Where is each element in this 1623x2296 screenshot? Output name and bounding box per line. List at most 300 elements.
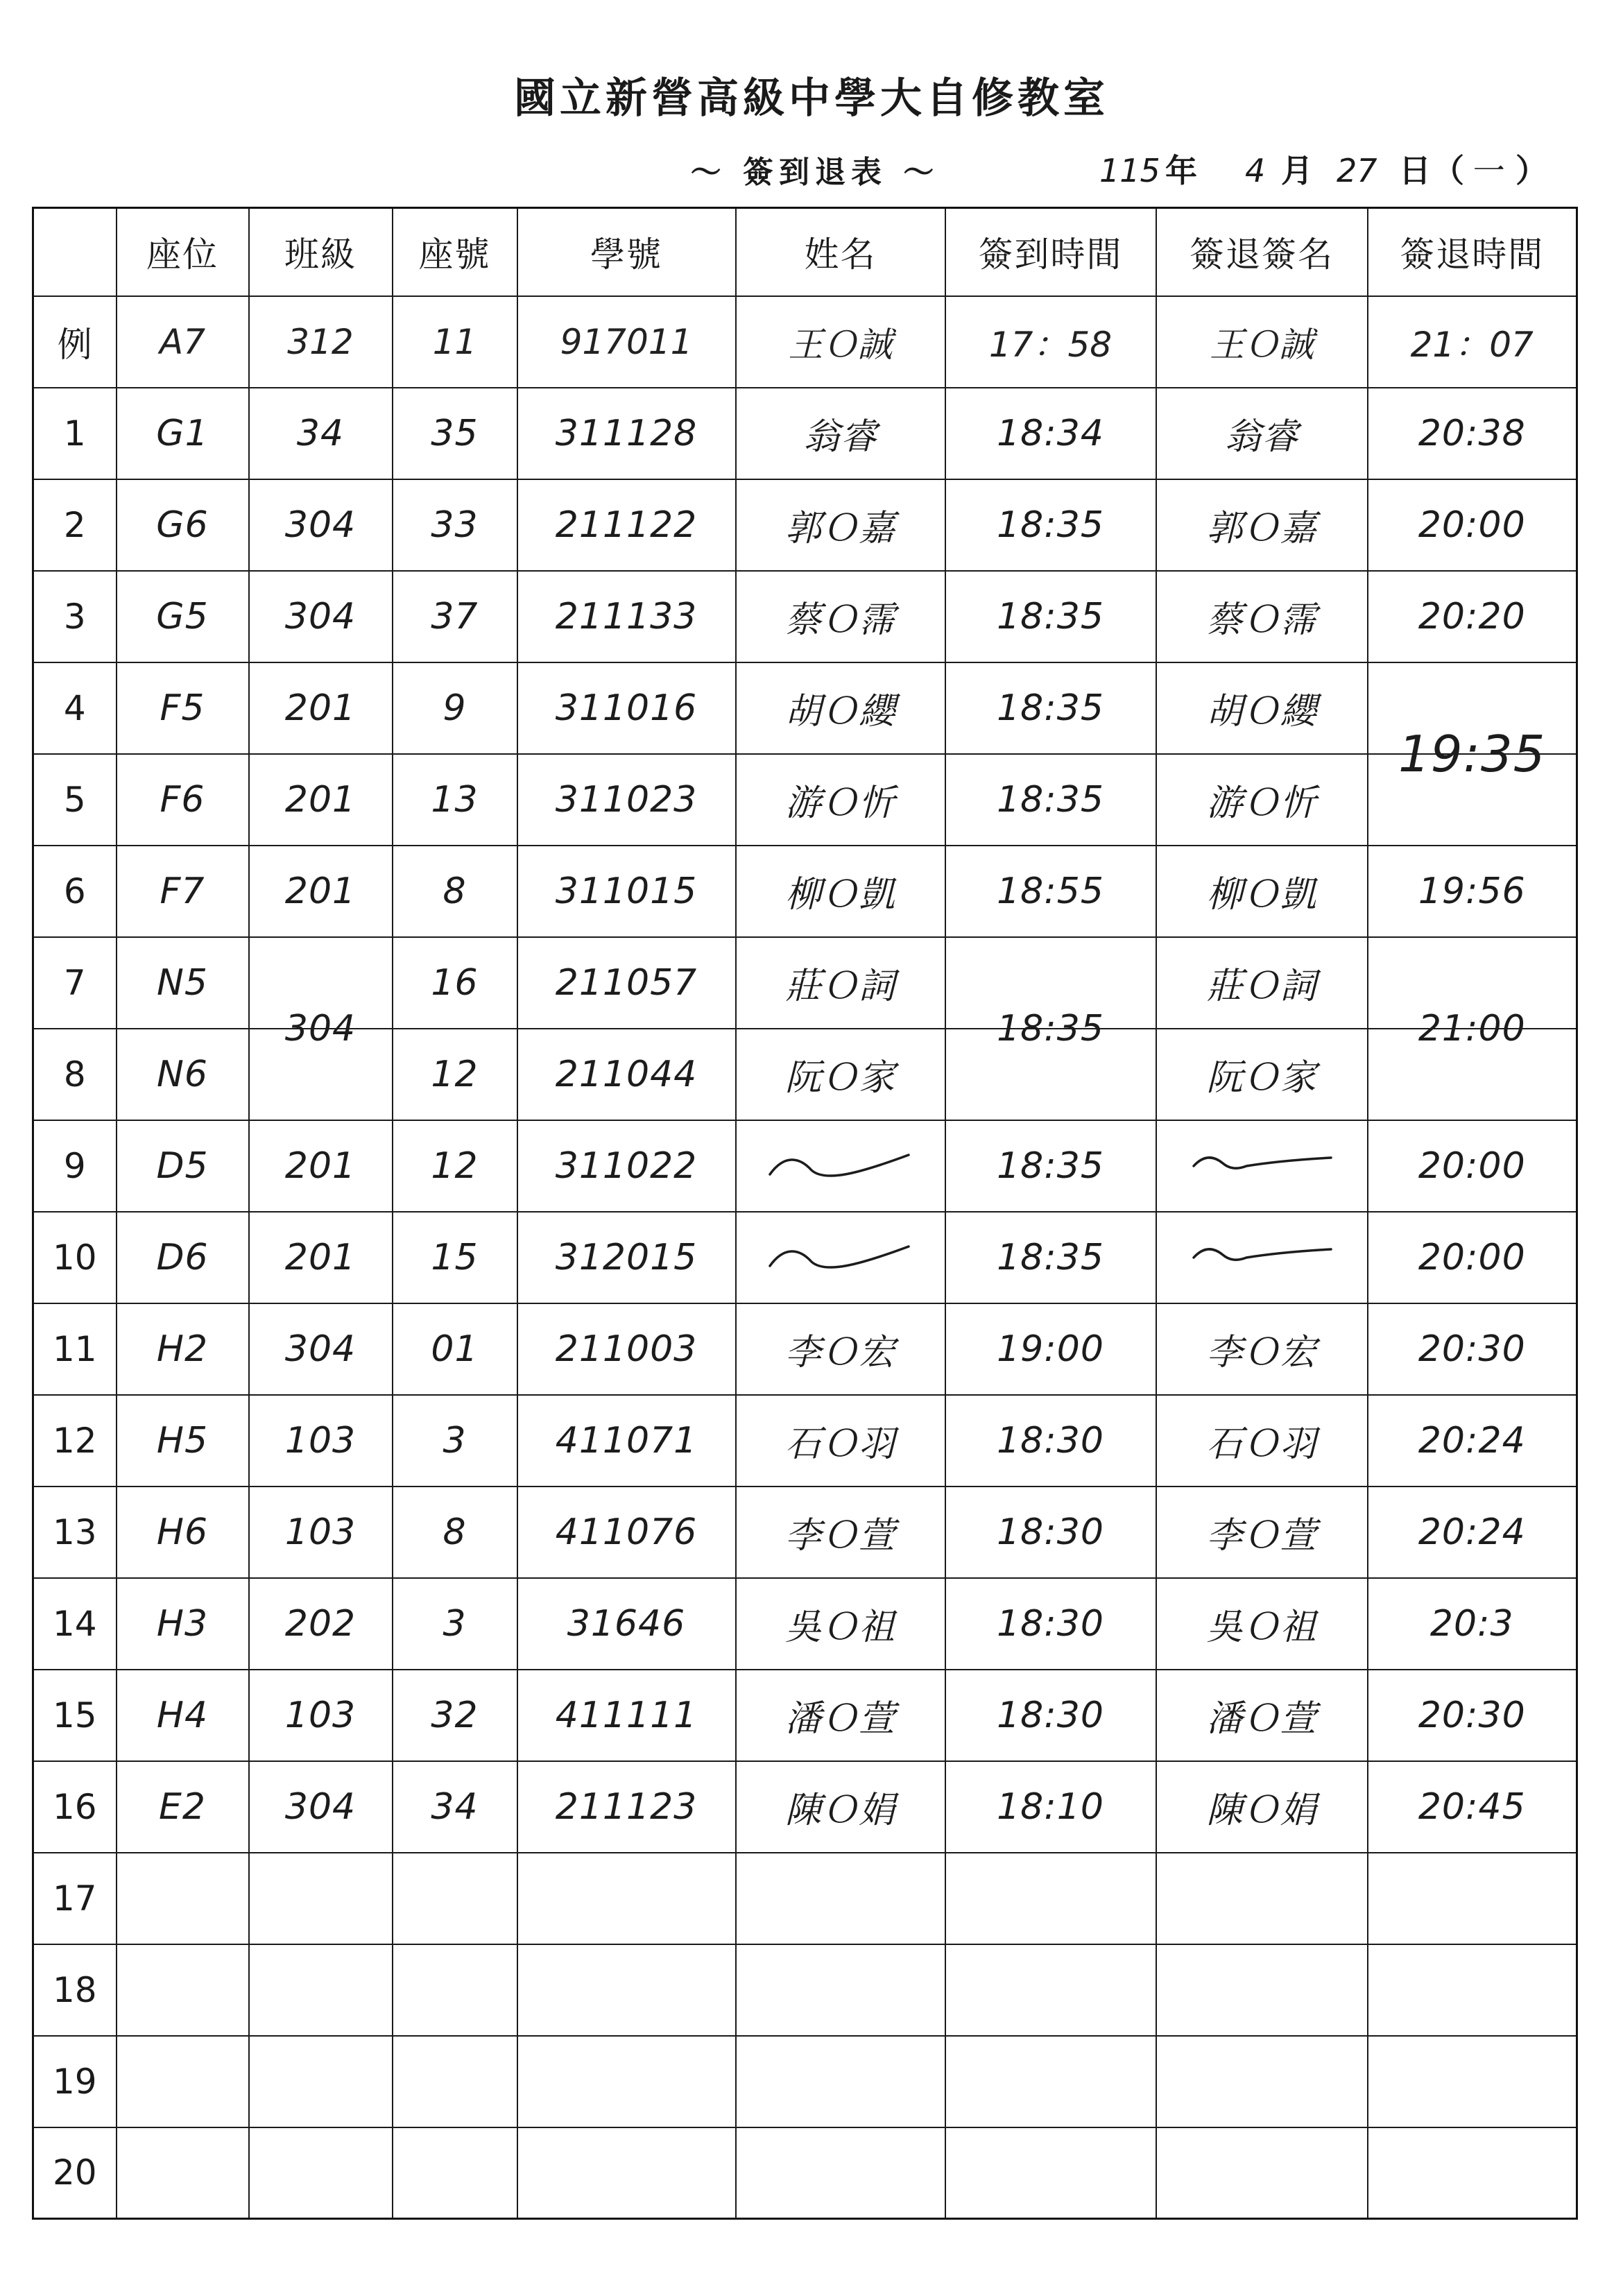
- cell-value-signout-name: 石Ｏ羽: [1206, 1423, 1317, 1465]
- cell-class: [249, 1120, 393, 1212]
- cell-checkin: [945, 1944, 1156, 2036]
- cell-seat: [117, 1670, 249, 1761]
- cell-seat: [117, 2127, 249, 2219]
- cell-checkin: [945, 1578, 1156, 1670]
- cell-student-id: [517, 296, 736, 388]
- column-header-checkout: 簽退時間: [1368, 208, 1577, 296]
- cell-name: [736, 662, 945, 754]
- table-row: [33, 846, 1577, 937]
- header-row: [33, 208, 1577, 296]
- cell-seat: [117, 1120, 249, 1212]
- cell-name: [736, 1670, 945, 1761]
- cell-student-id: [517, 1120, 736, 1212]
- cell-checkin: [945, 1853, 1156, 1944]
- table-row: [33, 1761, 1577, 1853]
- table-row: [33, 1487, 1577, 1578]
- cell-student-id: [517, 1578, 736, 1670]
- table-row: [33, 1120, 1577, 1212]
- cell-value-student-id: 311016: [555, 687, 698, 729]
- cell-value-student-id: 211057: [555, 961, 698, 1004]
- cell-value-seat-no: 12: [431, 1053, 479, 1095]
- cell-seat: [117, 754, 249, 846]
- cell-value-name: 石Ｏ羽: [784, 1423, 895, 1465]
- date-day-label: 日: [1399, 152, 1431, 189]
- cell-value-no: 9: [63, 1145, 86, 1186]
- cell-student-id: [517, 754, 736, 846]
- cell-value-checkout: 20:24: [1418, 1419, 1526, 1462]
- cell-value-checkout: 20:00: [1418, 1236, 1526, 1278]
- cell-name: [736, 2127, 945, 2219]
- cell-value-student-id: 312015: [555, 1236, 698, 1278]
- table-row: [33, 1395, 1577, 1487]
- cell-seat: [117, 1212, 249, 1303]
- signature-stroke: [1194, 1249, 1331, 1259]
- date-weekday-open: （: [1432, 152, 1464, 189]
- cell-value-checkout: 20:30: [1418, 1694, 1526, 1736]
- cell-value-seat-no: 37: [431, 595, 479, 637]
- cell-value-seat: G1: [156, 412, 209, 454]
- column-header-signout-name: 簽退簽名: [1156, 208, 1368, 296]
- table-row: [33, 388, 1577, 479]
- cell-value-checkout: 20:38: [1418, 412, 1526, 454]
- cell-student-id: [517, 937, 736, 1029]
- cell-value-class: 304: [284, 1007, 357, 1050]
- cell-value-checkout: 21：07: [1410, 324, 1534, 365]
- cell-signout-name: [1156, 1303, 1368, 1395]
- cell-value-seat: H4: [156, 1694, 209, 1736]
- cell-checkout: [1368, 2127, 1577, 2219]
- cell-class: [249, 2036, 393, 2127]
- table-row: [33, 571, 1577, 662]
- cell-value-checkin: 18:30: [997, 1511, 1104, 1553]
- cell-value-seat: E2: [159, 1785, 206, 1828]
- cell-value-seat-no: 3: [443, 1602, 467, 1645]
- cell-signout-name: [1156, 1578, 1368, 1670]
- cell-seat-no: [393, 846, 517, 937]
- cell-class: [249, 1395, 393, 1487]
- cell-value-checkin: 18:35: [997, 687, 1104, 729]
- example-row: [33, 296, 1577, 388]
- cell-student-id: [517, 1670, 736, 1761]
- cell-value-name: 胡Ｏ纓: [784, 691, 895, 733]
- cell-checkin: [945, 846, 1156, 937]
- cell-value-checkin: 18:30: [997, 1694, 1104, 1736]
- cell-seat: [117, 1853, 249, 1944]
- cell-class: [249, 1303, 393, 1395]
- cell-checkout: [1368, 662, 1577, 783]
- cell-value-name: 翁睿: [803, 416, 877, 458]
- cell-seat: [117, 1761, 249, 1853]
- cell-seat-no: [393, 662, 517, 754]
- cell-value-seat: H6: [156, 1511, 209, 1553]
- cell-value-seat: H5: [156, 1419, 209, 1462]
- cell-student-id: [517, 1761, 736, 1853]
- cell-name: [736, 1944, 945, 2036]
- cell-class: [249, 1212, 393, 1303]
- cell-value-checkin: 18:30: [997, 1602, 1104, 1645]
- cell-student-id: [517, 1212, 736, 1303]
- cell-value-name: 潘Ｏ萱: [784, 1698, 895, 1740]
- cell-value-checkout: 20:30: [1418, 1328, 1526, 1370]
- cell-value-seat: G5: [156, 595, 209, 637]
- cell-value-name: 李Ｏ萱: [784, 1515, 895, 1557]
- cell-value-student-id: 211123: [555, 1785, 698, 1828]
- cell-name: [736, 388, 945, 479]
- cell-seat-no: [393, 1670, 517, 1761]
- cell-value-student-id: 311022: [555, 1145, 698, 1187]
- cell-value-checkout: 20:45: [1418, 1785, 1526, 1828]
- cell-seat-no: [393, 571, 517, 662]
- cell-student-id: [517, 388, 736, 479]
- cell-seat-no: [393, 1120, 517, 1212]
- cell-checkout: [1368, 1853, 1577, 1944]
- cell-value-name: 王Ｏ誠: [788, 324, 893, 365]
- cell-student-id: [517, 1395, 736, 1487]
- cell-value-signout-name: 胡Ｏ纓: [1206, 691, 1317, 733]
- cell-checkout: [1368, 1395, 1577, 1487]
- cell-value-student-id: 411111: [555, 1694, 698, 1736]
- cell-signout-name: [1156, 1761, 1368, 1853]
- cell-seat-no: [393, 2127, 517, 2219]
- cell-signout-name: [1156, 1029, 1368, 1120]
- cell-class: [249, 296, 393, 388]
- cell-seat-no: [393, 1944, 517, 2036]
- cell-value-signout-name: 陳Ｏ娟: [1206, 1790, 1317, 1831]
- cell-value-student-id: 917011: [560, 321, 693, 362]
- cell-value-signout-name: 阮Ｏ家: [1206, 1057, 1317, 1099]
- cell-name: [736, 479, 945, 571]
- cell-seat-no: [393, 1853, 517, 1944]
- table-row: [33, 937, 1577, 1029]
- cell-signout-name: [1156, 1944, 1368, 2036]
- cell-seat-no: [393, 1212, 517, 1303]
- cell-value-signout-name: 李Ｏ宏: [1206, 1332, 1317, 1373]
- cell-checkout: [1368, 1120, 1577, 1212]
- cell-name: [736, 1853, 945, 1944]
- cell-value-seat: H3: [156, 1602, 209, 1645]
- cell-value-student-id: 211044: [555, 1053, 698, 1095]
- cell-checkin: [945, 479, 1156, 571]
- cell-value-seat-no: 9: [443, 687, 467, 729]
- date-year-label: 年: [1165, 152, 1197, 189]
- cell-value-no: 1: [63, 413, 86, 454]
- cell-value-checkout: 19:35: [1398, 724, 1546, 783]
- cell-signout-name: [1156, 2127, 1368, 2219]
- cell-value-class: 201: [284, 687, 357, 729]
- cell-seat: [117, 662, 249, 754]
- cell-value-checkin: 18:10: [997, 1785, 1104, 1828]
- cell-no: [33, 937, 117, 1029]
- cell-student-id: [517, 662, 736, 754]
- cell-value-checkout: 20:3: [1429, 1602, 1514, 1645]
- cell-signout-name: [1156, 1395, 1368, 1487]
- cell-value-signout-name: 柳Ｏ凱: [1206, 874, 1317, 916]
- date-year: 115: [1099, 152, 1160, 189]
- cell-seat-no: [393, 1487, 517, 1578]
- cell-value-seat: H2: [156, 1328, 209, 1370]
- date-day: 27: [1337, 152, 1377, 189]
- cell-seat: [117, 2036, 249, 2127]
- cell-name: [736, 937, 945, 1029]
- cell-student-id: [517, 2127, 736, 2219]
- cell-class: [249, 1578, 393, 1670]
- cell-value-no: 15: [52, 1695, 97, 1736]
- cell-name: [736, 1303, 945, 1395]
- cell-value-name: 陳Ｏ娟: [784, 1790, 895, 1831]
- cell-checkout: [1368, 1029, 1577, 1120]
- cell-class: [249, 571, 393, 662]
- cell-seat-no: [393, 1303, 517, 1395]
- cell-value-signout-name: 莊Ｏ詞: [1206, 966, 1317, 1007]
- cell-name: [736, 1395, 945, 1487]
- cell-value-no: 2: [63, 504, 86, 545]
- cell-student-id: [517, 1853, 736, 1944]
- cell-seat: [117, 1029, 249, 1120]
- cell-value-name: 蔡Ｏ霈: [784, 599, 895, 641]
- cell-class: [249, 754, 393, 846]
- cell-value-no: 6: [63, 871, 86, 911]
- cell-value-class: 304: [284, 1328, 357, 1370]
- cell-checkin: [945, 296, 1156, 388]
- cell-name: [736, 2036, 945, 2127]
- column-header-no: [33, 208, 117, 296]
- signature-scribble: [1184, 1145, 1339, 1187]
- cell-value-seat: N6: [157, 1053, 208, 1095]
- cell-value-seat: N5: [157, 961, 208, 1004]
- cell-value-no: 8: [63, 1054, 86, 1095]
- cell-seat: [117, 296, 249, 388]
- cell-student-id: [517, 2036, 736, 2127]
- cell-value-class: 304: [284, 595, 357, 637]
- cell-signout-name: [1156, 937, 1368, 1029]
- cell-checkin: [945, 1120, 1156, 1212]
- cell-no: [33, 846, 117, 937]
- cell-seat-no: [393, 1761, 517, 1853]
- table-row: [33, 1578, 1577, 1670]
- cell-value-seat-no: 8: [443, 870, 467, 912]
- cell-signout-name: [1156, 296, 1368, 388]
- cell-checkin: [945, 1395, 1156, 1487]
- date-line: [1099, 151, 1585, 193]
- cell-value-student-id: 311128: [555, 412, 698, 454]
- cell-no: [33, 1029, 117, 1120]
- cell-seat: [117, 937, 249, 1029]
- cell-no: [33, 1212, 117, 1303]
- cell-value-seat: F5: [160, 687, 205, 729]
- cell-no: [33, 1578, 117, 1670]
- cell-value-seat-no: 32: [431, 1694, 479, 1736]
- cell-value-checkout: 21:00: [1418, 1007, 1526, 1050]
- cell-name: [736, 1029, 945, 1120]
- cell-value-seat: F7: [160, 870, 205, 912]
- cell-checkin: [945, 1487, 1156, 1578]
- signature-stroke: [1194, 1157, 1331, 1167]
- cell-value-checkin: 18:55: [997, 870, 1104, 912]
- cell-value-checkin: 19:00: [997, 1328, 1104, 1370]
- cell-value-name: 吳Ｏ祖: [784, 1607, 895, 1648]
- cell-class: [249, 1761, 393, 1853]
- signature-scribble: [763, 1145, 918, 1187]
- cell-value-signout-name: 蔡Ｏ霈: [1206, 599, 1317, 641]
- cell-checkout: [1368, 1212, 1577, 1303]
- cell-value-no: 10: [52, 1237, 97, 1278]
- cell-value-no: 11: [52, 1328, 97, 1369]
- cell-value-name: 阮Ｏ家: [784, 1057, 895, 1099]
- cell-seat: [117, 1578, 249, 1670]
- cell-value-name: 郭Ｏ嘉: [784, 508, 895, 549]
- cell-name: [736, 1120, 945, 1212]
- cell-value-student-id: 311023: [555, 778, 698, 821]
- cell-value-student-id: 311015: [555, 870, 698, 912]
- cell-name: [736, 571, 945, 662]
- cell-value-no: 12: [52, 1420, 97, 1461]
- table-row: [33, 754, 1577, 846]
- date-weekday-close: ）: [1515, 152, 1547, 189]
- cell-no: [33, 1120, 117, 1212]
- cell-value-class: 304: [284, 504, 357, 546]
- cell-seat: [117, 1395, 249, 1487]
- cell-value-checkin: 18:35: [997, 1007, 1104, 1050]
- column-header-seat: 座位: [117, 208, 249, 296]
- cell-student-id: [517, 1487, 736, 1578]
- cell-seat-no: [393, 1029, 517, 1120]
- cell-value-class: 304: [284, 1785, 357, 1828]
- cell-seat-no: [393, 2036, 517, 2127]
- cell-value-seat-no: 3: [443, 1419, 467, 1462]
- cell-value-checkout: 20:00: [1418, 1145, 1526, 1187]
- cell-value-seat-no: 15: [431, 1236, 479, 1278]
- cell-name: [736, 1212, 945, 1303]
- cell-value-student-id: 211003: [555, 1328, 698, 1370]
- cell-value-checkin: 18:35: [997, 504, 1104, 546]
- cell-signout-name: [1156, 846, 1368, 937]
- cell-name: [736, 296, 945, 388]
- cell-checkout: [1368, 1578, 1577, 1670]
- cell-student-id: [517, 571, 736, 662]
- cell-signout-name: [1156, 479, 1368, 571]
- cell-value-name: 游Ｏ忻: [784, 782, 895, 824]
- cell-no: [33, 754, 117, 846]
- cell-signout-name: [1156, 754, 1368, 846]
- cell-class: [249, 2127, 393, 2219]
- cell-class: [249, 388, 393, 479]
- cell-signout-name: [1156, 1212, 1368, 1303]
- cell-checkin: [945, 1212, 1156, 1303]
- cell-value-no: 5: [63, 779, 86, 820]
- cell-signout-name: [1156, 1670, 1368, 1761]
- signature-stroke: [770, 1246, 909, 1267]
- cell-checkin: [945, 2036, 1156, 2127]
- cell-value-checkout: 19:56: [1418, 870, 1526, 912]
- cell-value-name: 柳Ｏ凱: [784, 874, 895, 916]
- cell-name: [736, 754, 945, 846]
- cell-signout-name: [1156, 388, 1368, 479]
- cell-checkin: [945, 1029, 1156, 1120]
- cell-value-seat: A7: [159, 321, 205, 362]
- cell-student-id: [517, 1944, 736, 2036]
- signature-scribble: [763, 1237, 918, 1278]
- cell-checkin: [945, 754, 1156, 846]
- cell-no: [33, 2036, 117, 2127]
- cell-checkout: [1368, 571, 1577, 662]
- cell-no: [33, 2127, 117, 2219]
- cell-checkin: [945, 1761, 1156, 1853]
- cell-class: [249, 1670, 393, 1761]
- column-header-name: 姓名: [736, 208, 945, 296]
- cell-class: [249, 479, 393, 571]
- cell-seat-no: [393, 296, 517, 388]
- cell-value-no: 4: [63, 687, 86, 728]
- cell-no: [33, 1853, 117, 1944]
- cell-checkout: [1368, 937, 1577, 1050]
- cell-value-seat-no: 12: [431, 1145, 479, 1187]
- signature-scribble: [1184, 1237, 1339, 1278]
- cell-value-student-id: 31646: [567, 1602, 686, 1645]
- cell-class: [249, 1029, 393, 1120]
- cell-no: [33, 1487, 117, 1578]
- cell-class: [249, 662, 393, 754]
- table-row: [33, 1212, 1577, 1303]
- cell-value-signout-name: 潘Ｏ萱: [1206, 1698, 1317, 1740]
- cell-checkin: [945, 388, 1156, 479]
- cell-value-no: 19: [52, 2061, 97, 2102]
- cell-value-checkin: 18:34: [997, 412, 1104, 454]
- cell-seat: [117, 846, 249, 937]
- table-row: [33, 1853, 1577, 1944]
- cell-value-no: 例: [57, 324, 92, 365]
- cell-value-seat-no: 34: [431, 1785, 479, 1828]
- cell-seat-no: [393, 937, 517, 1029]
- cell-value-class: 201: [284, 870, 357, 912]
- cell-checkin: [945, 2127, 1156, 2219]
- cell-checkin: [945, 1303, 1156, 1395]
- table-row: [33, 662, 1577, 754]
- cell-no: [33, 1670, 117, 1761]
- cell-value-student-id: 211122: [555, 504, 698, 546]
- cell-value-signout-name: 郭Ｏ嘉: [1206, 508, 1317, 549]
- cell-checkout: [1368, 2036, 1577, 2127]
- cell-name: [736, 1578, 945, 1670]
- cell-value-signout-name: 吳Ｏ祖: [1206, 1607, 1317, 1648]
- signin-table: [32, 207, 1578, 2220]
- cell-value-student-id: 411071: [555, 1419, 698, 1462]
- cell-value-seat: D6: [156, 1236, 209, 1278]
- cell-checkout: [1368, 1944, 1577, 2036]
- table-row: [33, 1303, 1577, 1395]
- cell-value-student-id: 411076: [555, 1511, 698, 1553]
- cell-value-checkin: 18:35: [997, 1236, 1104, 1278]
- cell-signout-name: [1156, 1853, 1368, 1944]
- cell-value-checkin: 18:35: [997, 595, 1104, 637]
- cell-value-seat: D5: [156, 1145, 209, 1187]
- cell-value-checkin: 18:35: [997, 1145, 1104, 1187]
- cell-seat-no: [393, 388, 517, 479]
- cell-checkout: [1368, 1487, 1577, 1578]
- cell-value-seat-no: 16: [431, 961, 479, 1004]
- cell-class: [249, 846, 393, 937]
- cell-value-no: 18: [52, 1969, 97, 2010]
- cell-value-checkin: 17：58: [988, 324, 1113, 365]
- cell-checkout: [1368, 1761, 1577, 1853]
- cell-value-seat-no: 01: [431, 1328, 479, 1370]
- cell-class: [249, 937, 393, 1050]
- cell-signout-name: [1156, 662, 1368, 754]
- cell-name: [736, 1487, 945, 1578]
- cell-class: [249, 1487, 393, 1578]
- cell-seat: [117, 388, 249, 479]
- cell-value-student-id: 211133: [555, 595, 698, 637]
- document-subtitle: ～ 簽到退表 ～: [690, 155, 940, 190]
